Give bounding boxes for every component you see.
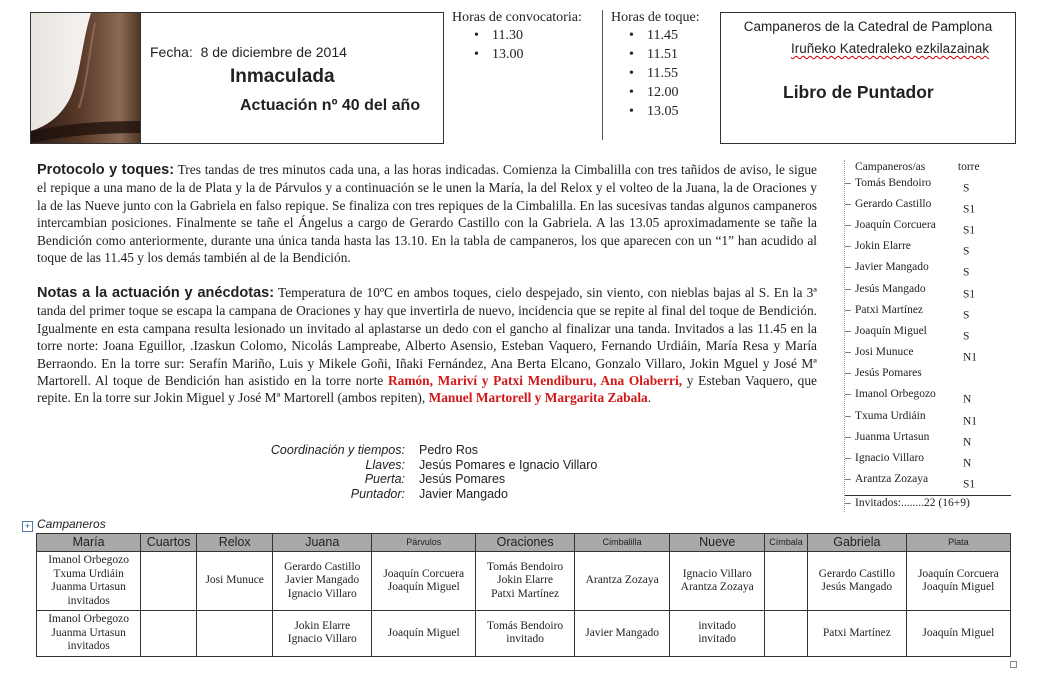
roster-name: Jesús Mangado — [855, 282, 926, 295]
roster-name: Jesús Pomares — [855, 367, 922, 380]
roster-torre: S — [963, 330, 970, 343]
convocatoria-hour: • 13.00 — [464, 45, 598, 64]
campaneros-table — [36, 533, 1011, 657]
roster-torre: N — [963, 394, 972, 407]
table-cell — [196, 611, 272, 657]
roster-torre: S — [963, 309, 970, 322]
column-header: Gabriela — [808, 534, 907, 552]
table-cell: Josi Munuce — [196, 552, 272, 611]
notas-end: . — [647, 390, 652, 406]
role-label: Puerta: — [364, 472, 405, 486]
roster-name: Txuma Urdiáin — [855, 409, 926, 422]
roster-name: Gerardo Castillo — [855, 197, 932, 210]
roster-row — [845, 387, 1011, 408]
roster-torre: S1 — [963, 203, 976, 216]
roster-torre: N1 — [963, 351, 978, 364]
table-caption: Campaneros — [37, 517, 106, 531]
table-cell: Joaquín Miguel — [906, 611, 1010, 657]
table-row — [37, 552, 1011, 611]
page-title: Inmaculada — [230, 66, 335, 87]
table-cell: Gerardo Castillo Javier Mangado Ignacio Villaro — [273, 552, 372, 611]
column-header: María — [37, 534, 141, 552]
roster-torre: S1 — [963, 478, 976, 491]
roster-name: Arantza Zozaya — [855, 473, 929, 486]
roster-row — [845, 366, 1011, 387]
convocatoria-hour: • 11.30 — [464, 26, 598, 45]
roster-row — [845, 176, 1011, 197]
table-move-handle-icon[interactable]: + — [22, 521, 33, 532]
column-header: Párvulos — [372, 534, 476, 552]
actuacion-number: Actuación nº 40 del año — [240, 97, 421, 114]
roster-name: Javier Mangado — [855, 261, 929, 274]
table-cell: Tomás Bendoiro invitado — [476, 611, 575, 657]
role-value: Jesús Pomares — [419, 472, 506, 486]
role-label: Puntador: — [350, 486, 405, 501]
toque-list — [603, 26, 715, 121]
roster-name: Patxi Martínez — [855, 303, 924, 316]
roster-header — [845, 160, 1011, 176]
roster-name: Juanma Urtasun — [855, 430, 930, 443]
table-cell: Joaquín Miguel — [372, 611, 476, 657]
table-cell: Joaquín Corcuera Joaquín Miguel — [906, 552, 1010, 611]
roster-row — [845, 197, 1011, 218]
column-header: Címbala — [765, 534, 808, 552]
convocatoria-block — [448, 10, 598, 140]
table-cell: Tomás Bendoiro Jokin Elarre Patxi Martínez — [476, 552, 575, 611]
roster-name: Joaquín Corcuera — [855, 218, 936, 231]
roster-torre: S1 — [963, 288, 976, 301]
roster-row — [845, 345, 1011, 366]
role-row — [220, 458, 597, 473]
campaneros-roster — [844, 160, 1011, 512]
protocolo-paragraph — [37, 161, 817, 266]
roster-name: Jokin Elarre — [855, 240, 911, 253]
roster-row — [845, 282, 1011, 303]
bell-image — [30, 12, 141, 144]
libro-title: Libro de Puntador — [783, 82, 934, 102]
notas-text: Temperatura de 10ºC en ambos toques, cielo despejado, sin viento, con nieblas bajas al S. En la 3ª tanda del primer toque se escapa la campana de Oraciones y hay que invertirla de nuevo, incidencia que se repite al final del toque de Bendición. Igualmente en esta campana resulta lesionado un invitado al aplastarse un dedo con el gancho al finalizar una tanda. Invitados a las 11.45 en la torre norte: Joana Eguillor, .Izaskun Colomo, Nicolás Lampreabe, Alberto Asensio, Esteban Vaquero, Fernando Urdiáin, María Resa y María Berraondo. En la torre sur: Serafín Mariño, Luis y Mikele Goñi, Iñaki Fernández, Ana Berta Elcano, Gonzalo Villaro, Jokin Mguel y José Mª Martorell. Al toque de Bendición han asistido en la torre norte — [37, 285, 818, 389]
fecha-label: Fecha: — [150, 44, 193, 60]
table-body — [37, 552, 1011, 657]
table-cell: invitado invitado — [670, 611, 765, 657]
toque-hour: • 12.00 — [619, 83, 715, 102]
roster-torre: S1 — [963, 224, 976, 237]
roster-header-name: Campaneros/as — [855, 161, 926, 173]
role-label: Llaves: — [365, 457, 405, 472]
table-cell — [765, 552, 808, 611]
roster-row — [845, 303, 1011, 324]
table-row — [37, 611, 1011, 657]
table-cell — [765, 611, 808, 657]
table-cell — [141, 552, 197, 611]
table-cell: Javier Mangado — [574, 611, 670, 657]
notas-paragraph: Notas a la actuación y anécdotas: Temperatura de 10ºC en ambos toques, cielo despejado, sin viento, con nieblas bajas al S. En la 3ª tanda del primer toque se escapa la campana de Oraciones y hay que invertirla de nuevo, incidencia que se repite al final del toque de Bendición. Igualmente en esta campana resulta lesionado un invitado al aplastarse un dedo con el gancho al finalizar una tanda. Invitados a las 11.45 en la torre norte: Joana Eguillor, .Izaskun Colomo, Nicolás Lampreabe, Alberto Asensio, Esteban Vaquero, Fernando Urdiáin, María Resa y María Berraondo. En la torre sur: Serafín Mariño, Luis y Mikele Goñi, Iñaki Fernández, Ana Berta Elcano, Gonzalo Villaro, Jokin Mguel y José Mª Martorell. Al toque de Bendición han asistido en la torre norte Ramón, Mariví y Patxi Mendiburu, Ana Olaberri, y Esteban Vaquero, que repite. En la torre sur Jokin Miguel y José Mª Martorell (ambos repiten), Manuel Martorell y Margarita Zabala. — [37, 285, 818, 406]
invitados-value: 22 (16+9) — [924, 497, 970, 510]
table-cell: Imanol Orbegozo Txuma Urdiáin Juanma Urtasun invitados — [37, 552, 141, 611]
role-label: Coordinación y tiempos: — [270, 443, 405, 457]
notas-text-mid: y Esteban Vaquero, que repite. En la torre sur Jokin Miguel y José Mª Martorell (ambos repiten) — [37, 373, 817, 406]
role-row — [220, 443, 597, 458]
roster-row — [845, 324, 1011, 345]
table-cell: Joaquín Corcuera Joaquín Miguel — [372, 552, 476, 611]
column-header: Juana — [273, 534, 372, 552]
role-value: Javier Mangado — [419, 486, 508, 501]
roster-invitados: – Invitados:........22 (16+9) — [845, 495, 1011, 512]
column-header: Relox — [196, 534, 272, 552]
column-header: Plata — [906, 534, 1010, 552]
roster-row — [845, 260, 1011, 281]
toque-hour: • 11.51 — [619, 45, 715, 64]
toque-hour: • 13.05 — [619, 102, 715, 121]
table-resize-handle-icon[interactable] — [1010, 661, 1017, 668]
protocolo-text: Tres tandas de tres minutos cada una, a las horas indicadas. Comienza la Cimbalilla con tres tañidos de aviso, le sigue el repique a una mano de la de Plata y la de Párvulos y a continuación se le unen la María, la del Relox y el volteo de la Juana, la de Oraciones y la de las Nueve junto con la Gabriela en falso repique. Se finaliza con tres repiques de la Cimbalilla. En las sucesivas tandas algunos campaneros intercambian posiciones. Finalmente se tañe el Ángelus a cargo de Gerardo Castillo con la Gabriela. A las 13.05 aproximadamente se tañe la Bendición como anteriormente, durante una única tanda hasta las 13.10. En la tabla de campaneros, los que aparecen con un “1” han acudido al toque de las 11.45 y los demás también al de la Bendición. — [37, 162, 817, 266]
roster-torre: S — [963, 182, 970, 195]
roster-torre: N — [963, 457, 972, 470]
roster-torre: N1 — [963, 415, 978, 428]
role-value: Jesús Pomares e Ignacio Villaro — [419, 457, 598, 472]
roster-header-torre: torre — [957, 161, 980, 173]
roster-torre: S — [963, 245, 970, 258]
table-header-row — [37, 534, 1011, 552]
table-cell: Arantza Zozaya — [574, 552, 670, 611]
table-cell — [141, 611, 197, 657]
roster-name: Imanol Orbegozo — [855, 388, 936, 401]
toque-hour: • 11.45 — [619, 26, 715, 45]
column-header: Cimbalilla — [574, 534, 670, 552]
bell-photo-icon — [31, 13, 141, 144]
table-cell: Gerardo Castillo Jesús Mangado — [808, 552, 907, 611]
roles-block — [220, 443, 597, 501]
org-name-eu — [791, 41, 989, 56]
table-cell: Imanol Orbegozo Juanma Urtasun invitados — [37, 611, 141, 657]
toque-block — [602, 10, 715, 140]
roster-row — [845, 430, 1011, 451]
fecha-value: 8 de diciembre de 2014 — [200, 44, 347, 60]
roster-list — [845, 176, 1011, 494]
role-value: Pedro Ros — [419, 443, 479, 457]
role-row — [220, 472, 597, 487]
roster-name: Joaquín Miguel — [855, 324, 927, 337]
fecha — [150, 44, 347, 60]
convocatoria-list — [448, 26, 598, 64]
header-org-box — [720, 12, 1016, 144]
roster-torre: S — [963, 266, 970, 279]
roster-row — [845, 472, 1011, 493]
notas-red-names-1: Ramón, Mariví y Patxi Mendiburu, Ana Olaberri, — [387, 373, 683, 389]
toque-title: Horas de toque: — [611, 10, 700, 25]
table-cell: Patxi Martínez — [808, 611, 907, 657]
roster-row — [845, 218, 1011, 239]
header-main-box — [140, 12, 444, 144]
notas-heading: Notas a la actuación y anécdotas: — [37, 285, 275, 301]
table-cell: Ignacio Villaro Arantza Zozaya — [670, 552, 765, 611]
roster-name: Ignacio Villaro — [855, 452, 925, 465]
roster-name: Tomás Bendoiro — [855, 176, 932, 189]
org-name-eu-text: Iruñeko Katedraleko ezkilazainak — [791, 41, 990, 56]
toque-hour: • 11.55 — [619, 64, 715, 83]
roster-row — [845, 451, 1011, 472]
org-name-es: Campaneros de la Catedral de Pamplona — [743, 19, 993, 34]
column-header: Cuartos — [141, 534, 197, 552]
notas-red-names-2: Manuel Martorell y Margarita Zabala — [428, 390, 648, 406]
invitados-label: Invitados: — [855, 497, 901, 510]
roster-row — [845, 409, 1011, 430]
convocatoria-title: Horas de convocatoria: — [452, 10, 582, 25]
roster-row — [845, 239, 1011, 260]
table-cell: Jokin Elarre Ignacio Villaro — [273, 611, 372, 657]
role-row — [220, 487, 597, 502]
column-header: Nueve — [670, 534, 765, 552]
roster-name: Josi Munuce — [855, 346, 914, 359]
column-header: Oraciones — [476, 534, 575, 552]
roster-torre: N — [963, 436, 972, 449]
protocolo-heading: Protocolo y toques: — [37, 162, 175, 178]
